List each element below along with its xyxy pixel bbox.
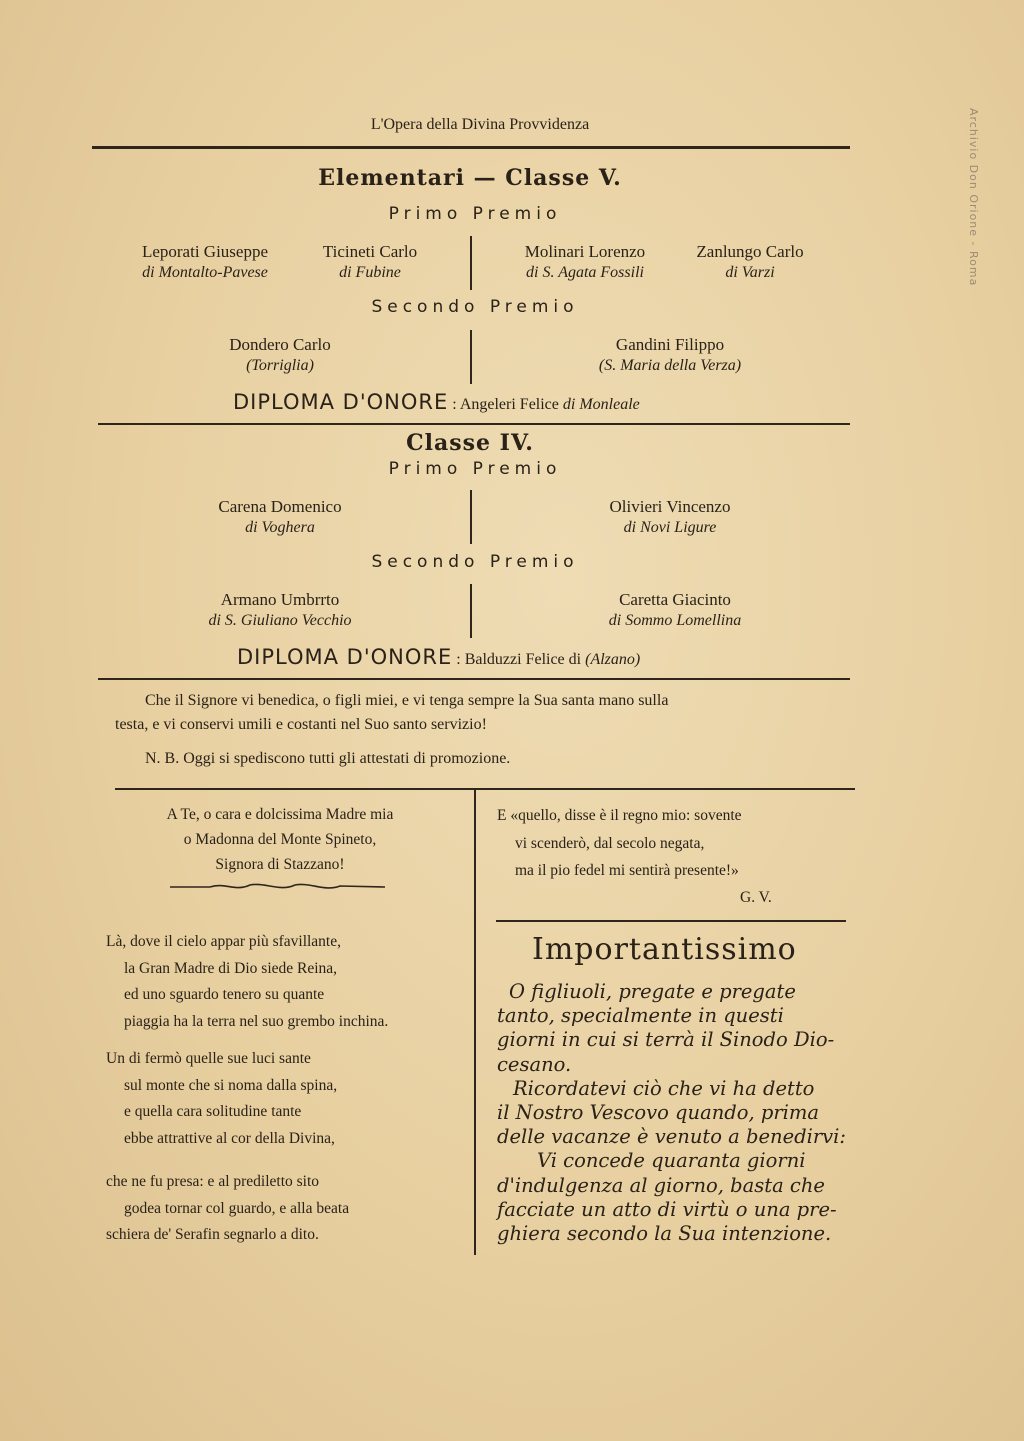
winner-place: di Fubine — [339, 264, 401, 281]
winner-name: Zanlungo Carlo — [696, 242, 804, 261]
poem-line: Là, dove il cielo appar più sfavillante, — [106, 933, 341, 950]
winner-place: (Torriglia) — [246, 357, 314, 374]
winner-name: Leporati Giuseppe — [141, 242, 269, 261]
page-header: L'Opera della Divina Provvidenza — [370, 116, 590, 133]
archive-stamp: Archivio Don Orione - Roma — [967, 108, 980, 287]
poem-line: piaggia ha la terra nel suo grembo inchina. — [124, 1012, 389, 1030]
notice-title: Importantissimo — [532, 932, 797, 967]
poem-line: che ne fu presa: e al prediletto sito — [106, 1173, 320, 1190]
winner-name: Dondero Carlo — [229, 335, 331, 354]
column-divider — [470, 490, 472, 544]
column-divider — [474, 790, 476, 1255]
diploma-name: : Angeleri Felice — [452, 396, 559, 413]
section-rule — [98, 678, 850, 680]
diploma-label: DIPLOMA D'ONORE — [233, 390, 449, 414]
column-divider — [470, 330, 472, 384]
poem-line: ma il pio fedel mi sentirà presente!» — [515, 862, 739, 879]
blessing-line-1: Che il Signore vi benedica, o figli miei, e vi tenga sempre la Sua santa mano sulla — [145, 692, 669, 709]
classe-v-title: Elementari — Classe V. — [318, 165, 622, 191]
dedication-line: Signora di Stazzano! — [215, 856, 345, 873]
poem-line: E «quello, disse è il regno mio: sovente — [497, 807, 742, 824]
header-rule — [92, 146, 850, 149]
diploma-label: DIPLOMA D'ONORE — [237, 645, 453, 669]
nb-note: N. B. Oggi si spediscono tutti gli attestati di promozione. — [145, 750, 511, 767]
diploma-name: : Balduzzi Felice di — [456, 651, 582, 668]
poem-line: schiera de' Serafin segnarlo a dito. — [106, 1226, 319, 1243]
blessing-line-2: testa, e vi conservi umili e costanti nel Suo santo servizio! — [115, 716, 487, 733]
winner-place: di S. Agata Fossili — [526, 264, 644, 281]
winner-name: Molinari Lorenzo — [524, 242, 646, 261]
winner-place: di Montalto-Pavese — [142, 264, 268, 281]
poem-stanza-1 — [106, 929, 388, 1035]
section-rule — [115, 788, 855, 790]
notice-line: il Nostro Vescovo quando, prima — [497, 1101, 820, 1125]
winner-name: Gandini Filippo — [615, 335, 725, 354]
notice-line: O figliuoli, pregate e pregate — [509, 980, 796, 1003]
notice-line: cesano. — [497, 1052, 572, 1076]
poem-line: e quella cara solitudine tante — [124, 1103, 302, 1120]
notice-line: Ricordatevi ciò che vi ha detto — [513, 1076, 815, 1100]
classe-iv-primo-premio-label: Primo Premio — [388, 459, 562, 479]
dedication-line: A Te, o cara e dolcissima Madre mia — [166, 806, 394, 823]
poem-line: godea tornar col guardo, e alla beata — [124, 1199, 350, 1217]
classe-iv-title: Classe IV. — [406, 430, 534, 456]
classe-v-primo-premio-label: Primo Premio — [388, 204, 562, 224]
winner-place: (S. Maria della Verza) — [598, 357, 742, 374]
poem-line: sul monte che si noma dalla spina, — [124, 1076, 338, 1094]
winner-place: di Varzi — [725, 264, 775, 281]
classe-v-secondo-premio-label: Secondo Premio — [371, 297, 579, 317]
notice-line: d'indulgenza al giorno, basta che — [497, 1173, 825, 1197]
ornament-divider — [170, 880, 385, 894]
notice-line: tanto, specialmente in questi — [497, 1004, 784, 1028]
classe-iv-diploma — [237, 645, 640, 669]
classe-v-diploma — [233, 390, 640, 414]
winner-name: Caretta Giacinto — [619, 590, 731, 609]
poem-line: ed uno sguardo tenero su quante — [124, 986, 325, 1003]
winner-name: Armano Umbrrto — [220, 590, 340, 609]
poem-stanza-3 — [106, 1169, 349, 1249]
winner-place: di S. Giuliano Vecchio — [208, 612, 352, 629]
winner-place: di Sommo Lomellina — [608, 612, 742, 629]
section-rule — [496, 920, 846, 922]
dedication-line: o Madonna del Monte Spineto, — [183, 831, 377, 848]
classe-iv-secondo-premio-label: Secondo Premio — [371, 552, 579, 572]
notice-body — [497, 980, 846, 1246]
notice-line: Vi concede quaranta giorni — [537, 1149, 806, 1173]
winner-place: di Novi Ligure — [623, 519, 717, 536]
winner-place: di Voghera — [245, 519, 315, 536]
poem-line: ebbe attrattive al cor della Divina, — [124, 1129, 335, 1147]
diploma-place: (Alzano) — [585, 651, 641, 668]
poem-line: vi scenderò, dal secolo negata, — [515, 834, 705, 852]
notice-line: ghiera secondo la Sua intenzione. — [497, 1222, 832, 1246]
section-rule — [98, 423, 850, 425]
poem-line: Un di fermò quelle sue luci sante — [106, 1050, 311, 1067]
poem-dedication — [110, 802, 450, 877]
winner-name: Carena Domenico — [218, 497, 342, 516]
notice-line: delle vacanze è venuto a benedirvi: — [497, 1125, 846, 1149]
poem-line: la Gran Madre di Dio siede Reina, — [124, 959, 338, 977]
poem-signature: G. V. — [740, 889, 772, 906]
notice-line: facciate un atto di virtù o una pre- — [497, 1197, 837, 1221]
notice-line: giorni in cui si terrà il Sinodo Dio- — [497, 1028, 835, 1052]
column-divider — [470, 236, 472, 290]
column-divider — [470, 584, 472, 638]
poem-stanza-2 — [106, 1046, 337, 1152]
poem-stanza-4 — [497, 802, 742, 885]
winner-name: Ticineti Carlo — [322, 242, 418, 261]
diploma-place: di Monleale — [562, 396, 640, 413]
winner-name: Olivieri Vincenzo — [609, 497, 731, 516]
